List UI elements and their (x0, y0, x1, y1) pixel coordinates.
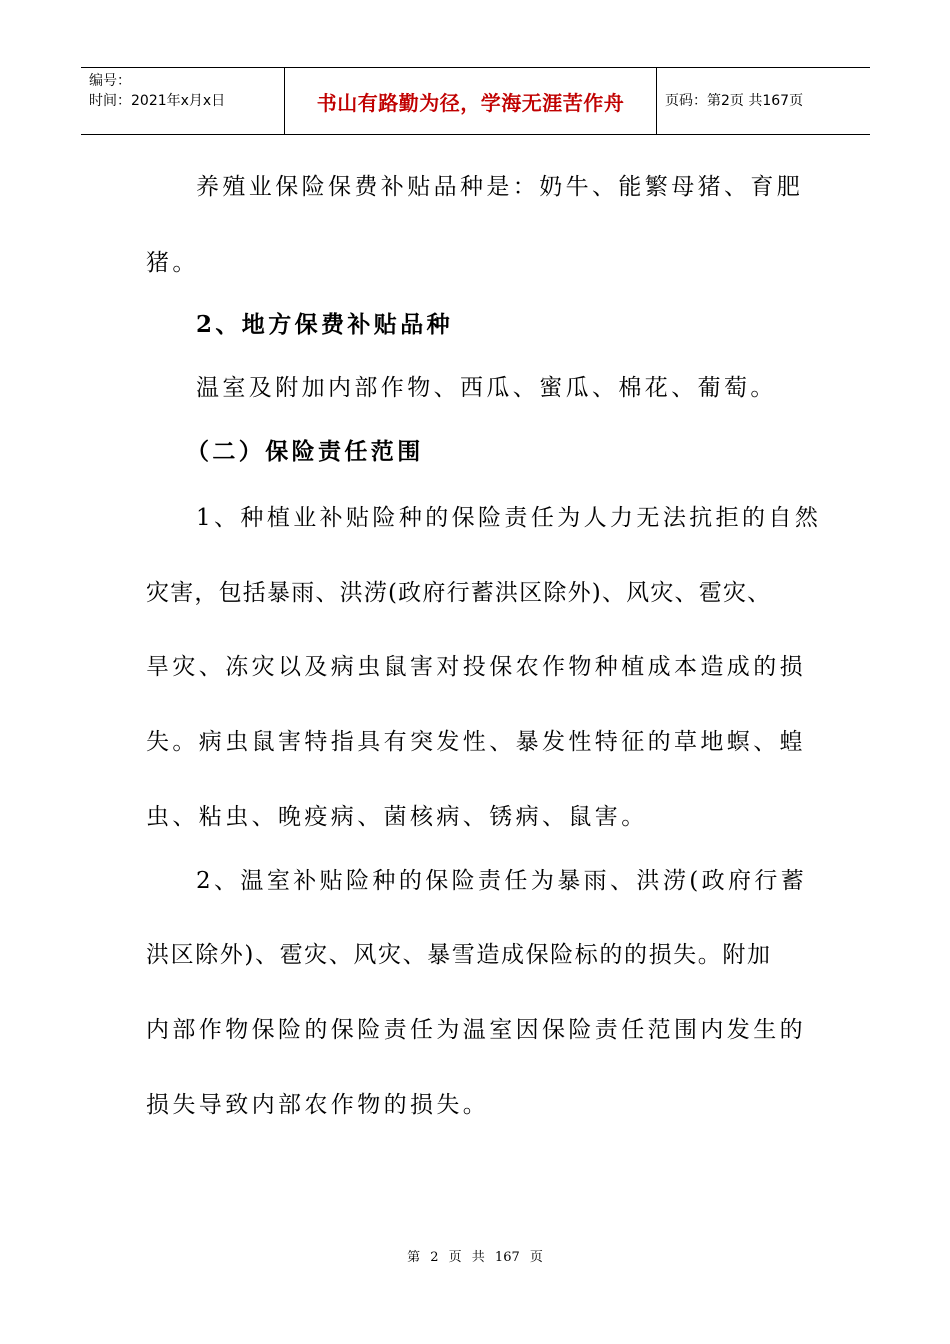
paragraph-line: 灾害，包括暴雨、洪涝(政府行蓄洪区除外)、风灾、雹灾、 (146, 580, 772, 606)
paragraph-line: 养殖业保险保费补贴品种是：奶牛、能繁母猪、育肥 (196, 174, 804, 200)
document-number-label: 编号： (89, 73, 131, 89)
section-heading-local-subsidy: 2、地方保费补贴品种 (196, 311, 454, 338)
page-header (81, 67, 870, 135)
paragraph-line: 失。病虫鼠害特指具有突发性、暴发性特征的草地螟、蝗 (146, 729, 806, 755)
paragraph-line: 2、温室补贴险种的保险责任为暴雨、洪涝(政府行蓄 (196, 868, 808, 894)
section-heading-insurance-scope: （二）保险责任范围 (186, 438, 424, 465)
header-meta-cell (81, 68, 284, 134)
header-motto: 书山有路勤为径，学海无涯苦作舟 (316, 90, 625, 115)
paragraph-line: 洪区除外)、雹灾、风灾、暴雪造成保险标的的损失。附加 (146, 942, 772, 968)
paragraph-line: 内部作物保险的保险责任为温室因保险责任范围内发生的 (146, 1017, 806, 1043)
paragraph-line: 1、种植业补贴险种的保险责任为人力无法抗拒的自然 (196, 505, 822, 531)
paragraph-line: 虫、粘虫、晚疫病、菌核病、锈病、鼠害。 (146, 804, 648, 830)
page-footer: 第 2 页 共 167 页 (407, 1250, 543, 1265)
header-page-info: 页码：第2页 共167页 (665, 93, 804, 109)
header-page-cell (657, 68, 870, 134)
paragraph-line: 旱灾、冻灾以及病虫鼠害对投保农作物种植成本造成的损 (146, 654, 806, 680)
paragraph-line: 温室及附加内部作物、西瓜、蜜瓜、棉花、葡萄。 (196, 375, 777, 401)
paragraph-line: 损失导致内部农作物的损失。 (146, 1092, 490, 1118)
header-motto-cell (284, 68, 657, 134)
paragraph-line: 猪。 (146, 250, 199, 276)
document-time-label: 时间：2021年x月x日 (89, 93, 226, 109)
